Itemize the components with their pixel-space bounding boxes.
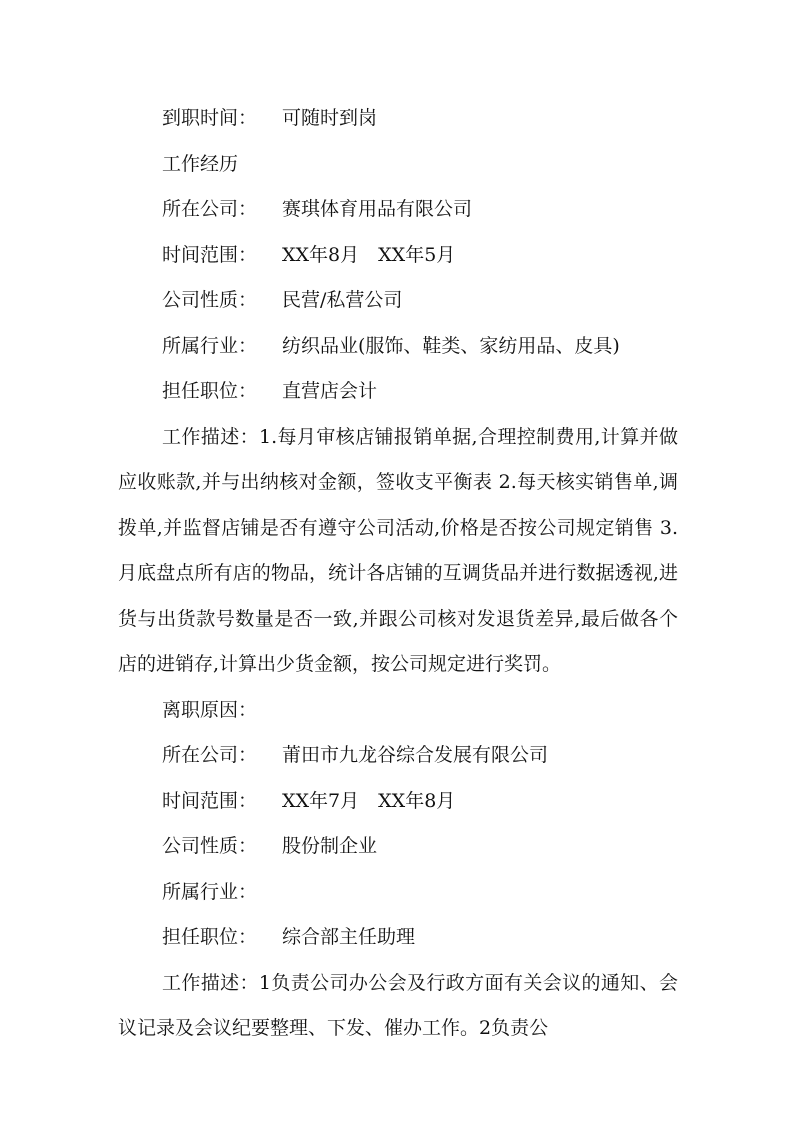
job1-nature-value: 民营/私营公司 <box>282 289 403 311</box>
resume-content <box>118 96 678 1052</box>
job1-period-row <box>118 233 678 279</box>
job1-leave-reason-label: 离职原因： <box>162 698 258 721</box>
job1-company-label: 所在公司： <box>162 198 258 220</box>
job2-period-label: 时间范围： <box>162 789 258 812</box>
job2-industry-label: 所属行业： <box>162 880 258 903</box>
job1-position-value: 直营店会计 <box>282 380 378 402</box>
job1-nature-label: 公司性质： <box>162 289 258 311</box>
job2-position-row <box>118 915 678 961</box>
job1-company-row <box>118 187 678 233</box>
arrival-time-value: 可随时到岗 <box>282 107 378 129</box>
job1-industry-row <box>118 324 678 370</box>
job2-company-row <box>118 733 678 779</box>
job1-period-label: 时间范围： <box>162 243 258 266</box>
arrival-time-row <box>118 96 678 142</box>
job1-position-row <box>118 369 678 415</box>
section-title-work-experience: 工作经历 <box>162 152 239 175</box>
job1-company-value: 赛琪体育用品有限公司 <box>282 198 473 220</box>
job1-industry-value: 纺织品业(服饰、鞋类、家纺用品、皮具) <box>282 334 620 357</box>
job2-industry-row <box>118 870 678 916</box>
job1-position-label: 担任职位： <box>162 380 258 402</box>
job2-period-value: XX年7月 XX年8月 <box>282 789 456 812</box>
job2-company-label: 所在公司： <box>162 744 258 766</box>
job1-industry-label: 所属行业： <box>162 334 258 357</box>
job2-nature-label: 公司性质： <box>162 835 258 857</box>
job2-company-value: 莆田市九龙谷综合发展有限公司 <box>282 744 549 766</box>
job1-description: 工作描述：1.每月审核店铺报销单据,合理控制费用,计算并做应收账款,并与出纳核对金额，签收支平衡表 2.每天核实销售单,调拨单,并监督店铺是否有遵守公司活动,价格是否按公司规定销售 3.月底盘点所有店的物品，统计各店铺的互调货品并进行数据透视,进货与出货款号数量是否一致,并跟公司核对发退货差异,最后做各个店的进销存,计算出少货金额，按公司规定进行奖罚。 <box>118 425 678 675</box>
job2-nature-row <box>118 824 678 870</box>
job1-nature-row <box>118 278 678 324</box>
job2-period-row <box>118 779 678 825</box>
job1-period-value: XX年8月 XX年5月 <box>282 243 456 266</box>
job2-nature-value: 股份制企业 <box>282 835 378 857</box>
arrival-time-label: 到职时间： <box>162 107 258 129</box>
job2-position-label: 担任职位： <box>162 926 258 948</box>
job2-position-value: 综合部主任助理 <box>282 926 416 948</box>
job2-description: 工作描述：1负责公司办公会及行政方面有关会议的通知、会议记录及会议纪要整理、下发、催办工作。2负责公 <box>118 971 678 1039</box>
